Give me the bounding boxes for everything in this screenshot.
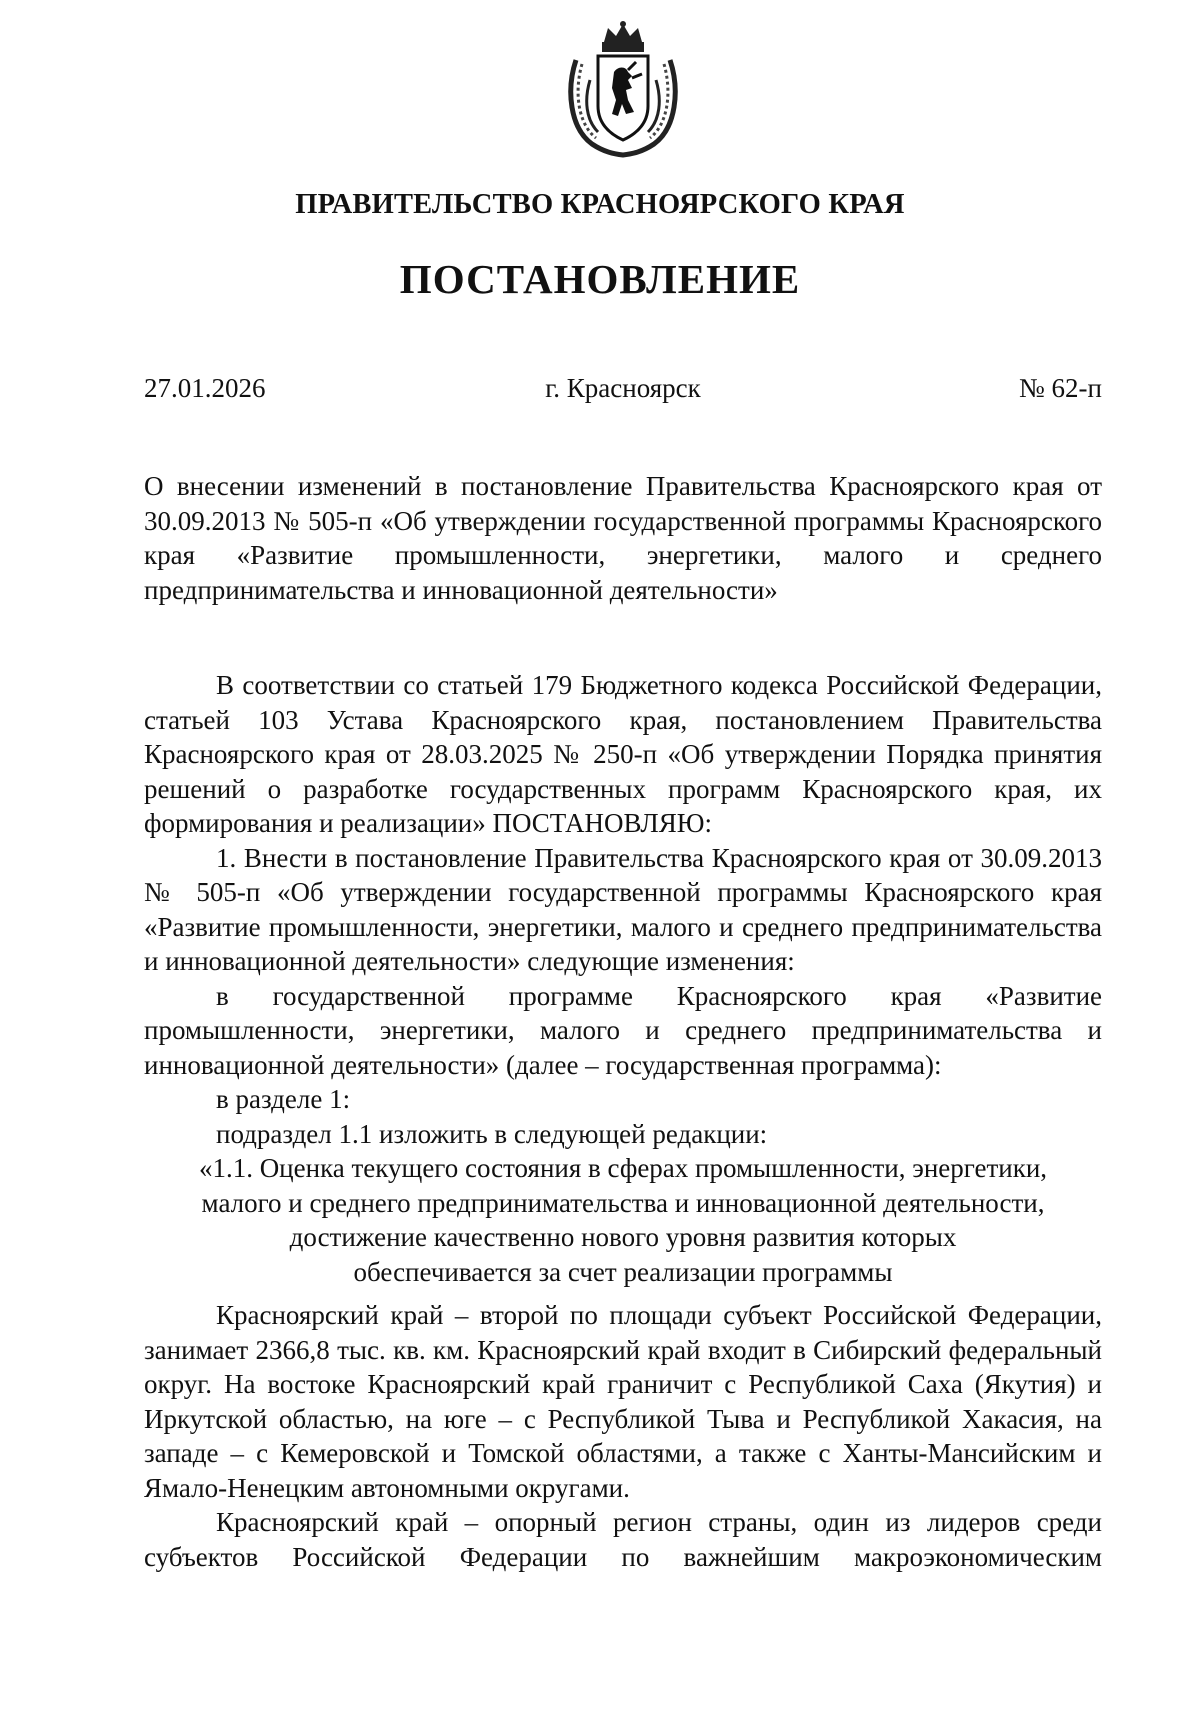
body-paragraph: Красноярский край – второй по площади субъект Российской Федерации, занимает 2366,8 тыс. кв. км. Красноярский край входит в Сибирский федеральный округ. На востоке Красноярский край граничит с Республикой Саха (Якутия) и Иркутской областью, на юге – с Республикой Тыва и Республикой Хакасия, на западе – с Кемеровской и Томской областями, а также с Ханты-Мансийским и Ямало-Ненецким автономными округами. <box>144 1300 1102 1503</box>
document-body-continued <box>144 1298 1102 1574</box>
subsection-heading-line: достижение качественно нового уровня развития которых <box>289 1222 957 1252</box>
document-type-title: ПОСТАНОВЛЕНИЕ <box>399 256 801 302</box>
body-paragraph: подраздел 1.1 изложить в следующей редакции: <box>216 1118 768 1149</box>
document-city: г. Красноярск <box>545 373 701 403</box>
coat-of-arms-icon <box>562 20 684 158</box>
organization-title: ПРАВИТЕЛЬСТВО КРАСНОЯРСКОГО КРАЯ <box>295 189 905 220</box>
subsection-heading-line: обеспечивается за счет реализации программы <box>353 1256 893 1287</box>
subsection-heading-line: малого и среднего предпринимательства и инновационной деятельности, <box>201 1187 1045 1218</box>
document-subject <box>144 469 1102 607</box>
document-date: 27.01.2026 <box>144 373 266 403</box>
body-paragraph: В соответствии со статьей 179 Бюджетного кодекса Российской Федерации, статьей 103 Устава Красноярского края, постановлением Правительства Красноярского края от 28.03.2025 № 250-п «Об утверждении Порядка принятия решений о разработке государственных программ Красноярского края, их формирования и реализации» ПОСТАНОВЛЯЮ: <box>144 670 1102 838</box>
document-number: № 62-п <box>1019 373 1102 403</box>
body-paragraph: Красноярский край – опорный регион страны, один из лидеров среди субъектов Российской Федерации по важнейшим макроэкономическим <box>144 1507 1102 1572</box>
body-paragraph: в государственной программе Красноярского края «Развитие промышленности, энергетики, малого и среднего предпринимательства и инновационной деятельности» (далее – государственная программа): <box>144 980 1102 1080</box>
subsection-heading-line: «1.1. Оценка текущего состояния в сферах промышленности, энергетики, <box>198 1153 1048 1183</box>
subject-paragraph: О внесении изменений в постановление Правительства Красноярского края от 30.09.2013 № 505-п «Об утверждении государственной программы Красноярского края «Развитие промышленности, энергетики, малого и среднего предпринимательства и инновационной деятельности» <box>144 471 1102 605</box>
document-body <box>144 668 1102 1289</box>
body-paragraph: 1. Внести в постановление Правительства Красноярского края от 30.09.2013 № 505-п «Об утверждении государственной программы Красноярского края «Развитие промышленности, энергетики, малого и среднего предпринимательства и инновационной деятельности» следующие изменения: <box>144 842 1102 976</box>
body-paragraph: в разделе 1: <box>216 1084 351 1114</box>
